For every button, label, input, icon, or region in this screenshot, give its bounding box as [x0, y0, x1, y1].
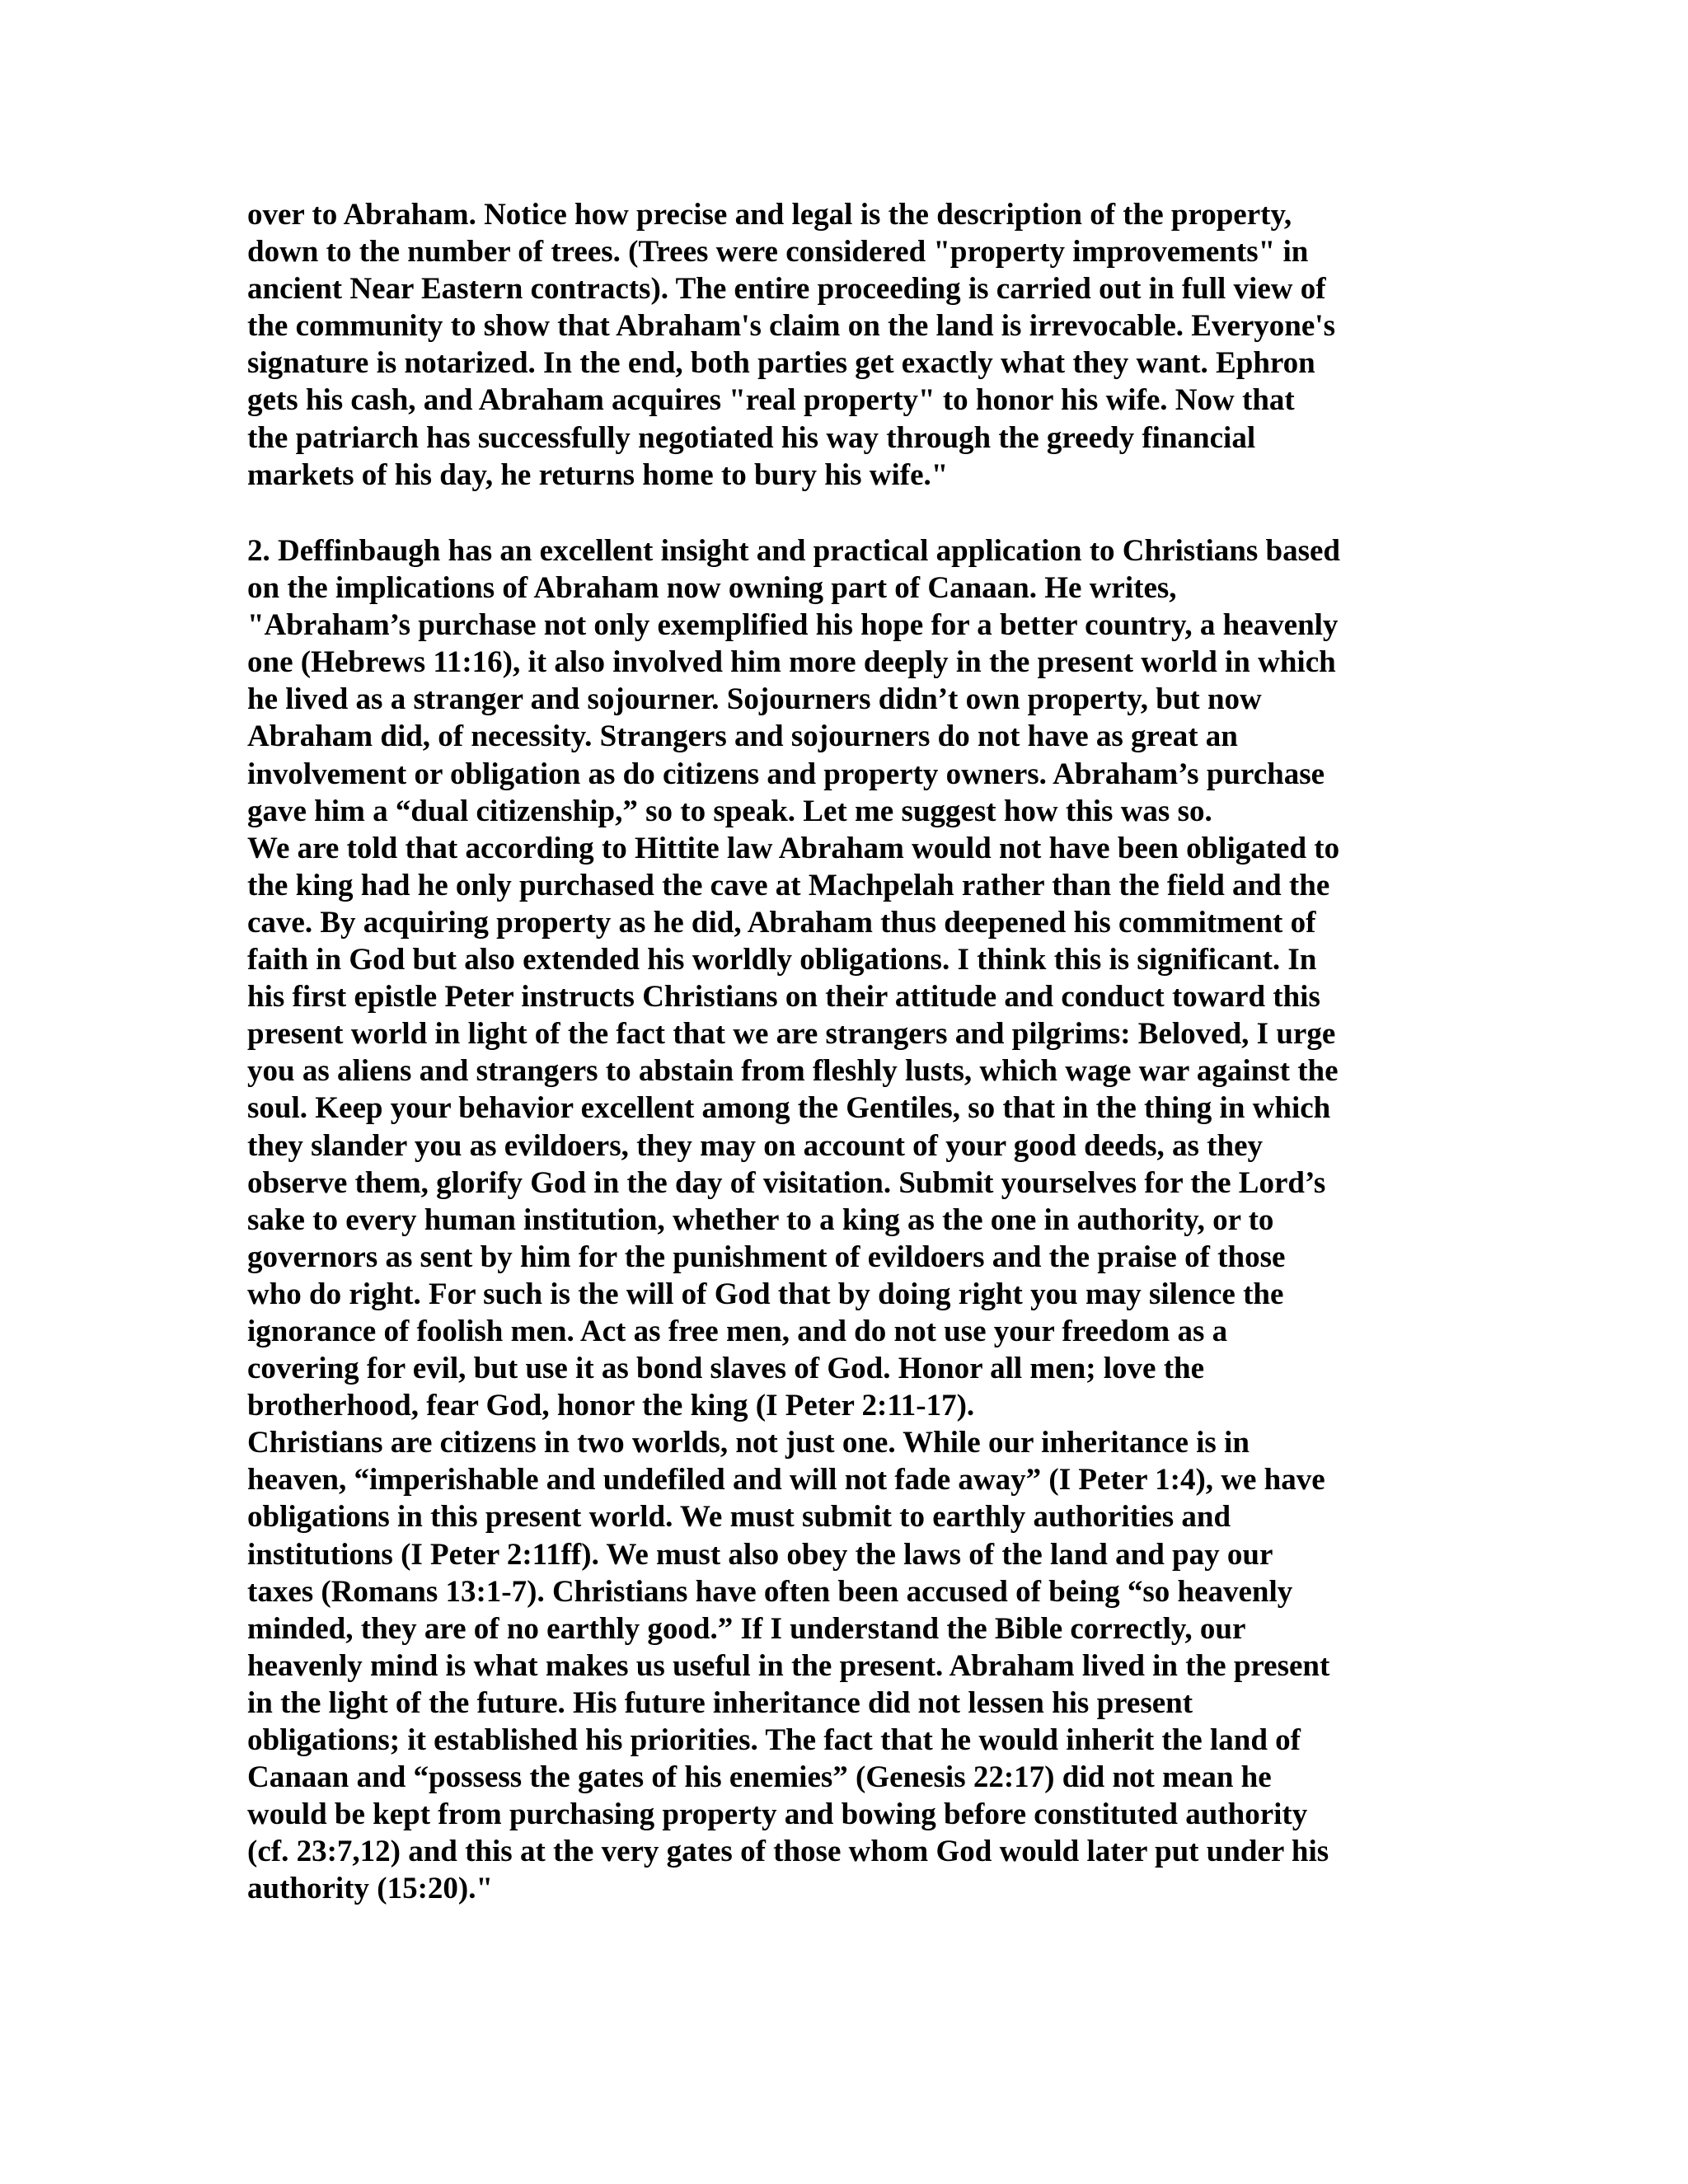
text-line: 2. Deffinbaugh has an excellent insight and practical application to Christians based [247, 534, 1340, 568]
text-line: on the implications of Abraham now owning part of Canaan. He writes, [247, 571, 1177, 606]
text-line: brotherhood, fear God, honor the king (I Peter 2:11-17). [247, 1389, 975, 1423]
text-line: soul. Keep your behavior excellent among the Gentiles, so that in the thing in which [247, 1091, 1331, 1126]
text-line: gets his cash, and Abraham acquires "real property" to honor his wife. Now that [247, 383, 1295, 418]
text-line: he lived as a stranger and sojourner. Sojourners didn’t own property, but now [247, 682, 1262, 717]
text-line: cave. By acquiring property as he did, Abraham thus deepened his commitment of [247, 905, 1316, 940]
text-line: minded, they are of no earthly good.” If I understand the Bible correctly, our [247, 1611, 1246, 1646]
text-line: covering for evil, but use it as bond slaves of God. Honor all men; love the [247, 1352, 1205, 1386]
text-line: one (Hebrews 11:16), it also involved him more deeply in the present world in which [247, 645, 1336, 680]
text-line: heavenly mind is what makes us useful in the present. Abraham lived in the present [247, 1648, 1330, 1683]
text-line: Christians are citizens in two worlds, not just one. While our inheritance is in [247, 1426, 1250, 1460]
text-line: Abraham did, of necessity. Strangers and sojourners do not have as great an [247, 719, 1238, 754]
text-line: "Abraham’s purchase not only exemplified his hope for a better country, a heavenly [247, 608, 1339, 643]
text-line: taxes (Romans 13:1-7). Christians have often been accused of being “so heavenly [247, 1574, 1293, 1609]
text-line: governors as sent by him for the punishment of evildoers and the praise of those [247, 1240, 1286, 1274]
text-line: signature is notarized. In the end, both parties get exactly what they want. Ephron [247, 346, 1315, 381]
text-line: sake to every human institution, whether to a king as the one in authority, or to [247, 1202, 1274, 1237]
text-line: present world in light of the fact that we are strangers and pilgrims: Beloved, I urge [247, 1017, 1336, 1052]
text-line: in the light of the future. His future inheritance did not lessen his present [247, 1685, 1193, 1720]
text-line: obligations; it established his priorities. The fact that he would inherit the land of [247, 1723, 1301, 1757]
text-line: Canaan and “possess the gates of his enemies” (Genesis 22:17) did not mean he [247, 1760, 1272, 1795]
text-line: institutions (I Peter 2:11ff). We must also obey the laws of the land and pay our [247, 1537, 1273, 1572]
text-line: ancient Near Eastern contracts). The entire proceeding is carried out in full view of [247, 272, 1326, 307]
text-line: the community to show that Abraham's claim on the land is irrevocable. Everyone's [247, 309, 1335, 344]
text-line: involvement or obligation as do citizens and property owners. Abraham’s purchase [247, 757, 1325, 791]
text-line: down to the number of trees. (Trees were considered "property improvements" in [247, 235, 1309, 269]
text-line: the king had he only purchased the cave at Machpelah rather than the field and the [247, 868, 1330, 902]
text-line: observe them, glorify God in the day of visitation. Submit yourselves for the Lord’s [247, 1165, 1326, 1200]
text-line: faith in God but also extended his worldly obligations. I think this is significant. In [247, 943, 1317, 977]
text-line: would be kept from purchasing property and bowing before constituted authority [247, 1797, 1308, 1832]
text-line: ignorance of foolish men. Act as free men, and do not use your freedom as a [247, 1314, 1228, 1348]
text-line: (cf. 23:7,12) and this at the very gates of those whom God would later put under his [247, 1835, 1329, 1869]
text-line: heaven, “imperishable and undefiled and will not fade away” (I Peter 1:4), we have [247, 1463, 1325, 1497]
text-line: markets of his day, he returns home to bury his wife." [247, 457, 949, 492]
text-line: authority (15:20)." [247, 1872, 494, 1906]
paragraph-abraham-purchase-summary [247, 196, 1451, 494]
paragraph-deffinbaugh-insight [247, 532, 1451, 1907]
text-line: obligations in this present world. We must submit to earthly authorities and [247, 1500, 1231, 1535]
text-line: you as aliens and strangers to abstain from fleshly lusts, which wage war against the [247, 1054, 1339, 1089]
text-line: they slander you as evildoers, they may on account of your good deeds, as they [247, 1128, 1264, 1163]
text-line: who do right. For such is the will of God that by doing right you may silence the [247, 1277, 1284, 1311]
text-line: his first epistle Peter instructs Christians on their attitude and conduct toward this [247, 980, 1320, 1015]
text-line: gave him a “dual citizenship,” so to speak. Let me suggest how this was so. [247, 794, 1212, 828]
text-line: over to Abraham. Notice how precise and legal is the description of the property, [247, 198, 1292, 232]
text-line: We are told that according to Hittite law Abraham would not have been obligated to [247, 831, 1340, 865]
text-line: the patriarch has successfully negotiated his way through the greedy financial [247, 420, 1256, 455]
